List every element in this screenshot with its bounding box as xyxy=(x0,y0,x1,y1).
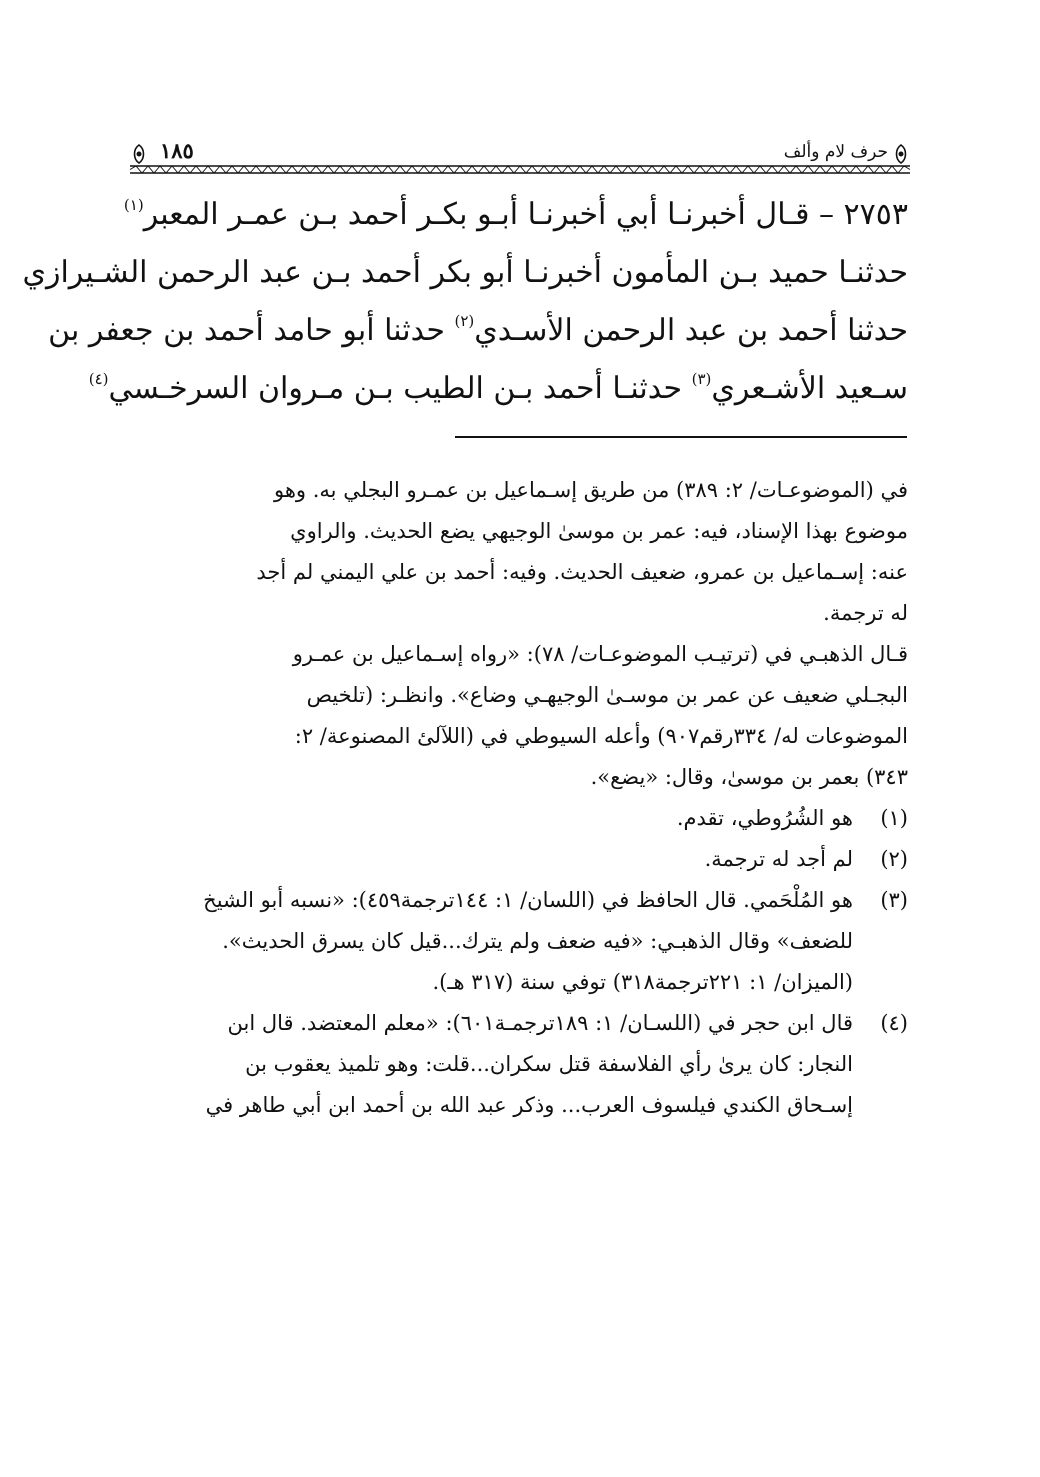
continuation-note xyxy=(128,470,908,634)
main-hadith-text xyxy=(22,186,908,418)
footnote-line: هو المُلْحَمي. قال الحافظ في (اللسان/ ١: ١٤٤ترجمة٤٥٩): «نسبه أبو الشيخ xyxy=(203,888,853,912)
footnote-ref-1: (١) xyxy=(123,196,144,214)
note-line: عنه: إسـماعيل بن عمرو، ضعيف الحديث. وفيه: أحمد بن علي اليمني لم أجد xyxy=(256,560,908,584)
header-ornament-left-icon xyxy=(130,144,148,164)
footnote-number: (٤) xyxy=(880,1011,908,1035)
main-line-4: سـعيد الأشـعري$^{(٣)}$ حدثنـا أحمد بـن الطيب بـن مـروان السرخـسي$^{(٤)}$ xyxy=(88,370,908,406)
dhahabi-note xyxy=(128,634,908,798)
chapter-title: حرف لام وألف xyxy=(783,142,888,162)
note-line: ٣٤٣) بعمر بن موسىٰ، وقال: «يضع». xyxy=(590,765,908,789)
footnote-line: إسـحاق الكندي فيلسوف العرب... وذكر عبد الله بن أحمد ابن أبي طاهر في xyxy=(205,1093,853,1117)
footnote-number: (١) xyxy=(880,806,908,830)
footnote-line: (الميزان/ ١: ٢٢١ترجمة٣١٨) توفي سنة (٣١٧ هـ). xyxy=(432,970,853,994)
main-line-1: ٢٧٥٣ – قـال أخبرنـا أبي أخبرنـا أبـو بكـر أحمد بـن عمـر المعبر$^{(١)}$ xyxy=(123,196,908,232)
footnote-ref-2: (٢) xyxy=(454,312,475,330)
footnote-number: (٢) xyxy=(880,847,908,871)
footnote-2 xyxy=(128,839,908,880)
footnote-line: النجار: كان يرىٰ رأي الفلاسفة قتل سكران...قلت: وهو تلميذ يعقوب بن xyxy=(245,1052,853,1076)
footnote-3 xyxy=(128,880,908,1003)
note-line: في (الموضوعـات/ ٢: ٣٨٩) من طريق إسـماعيل بن عمـرو البجلي به. وهو xyxy=(274,478,908,502)
footnote-ref-3: (٣) xyxy=(691,370,712,388)
note-line: قـال الذهبـي في (ترتيـب الموضوعـات/ ٧٨): «رواه إسـماعيل بن عمـرو xyxy=(292,642,908,666)
note-line: موضوع بهذا الإسناد، فيه: عمر بن موسىٰ الوجيهي يضع الحديث. والراوي xyxy=(290,519,908,543)
footnote-ref-4: (٤) xyxy=(88,370,109,388)
footnote-4 xyxy=(128,1003,908,1126)
footnote-separator xyxy=(455,436,907,438)
footnote-line: للضعف» وقال الذهبـي: «فيه ضعف ولم يترك...قيل كان يسرق الحديث». xyxy=(222,929,853,953)
footnote-line: لم أجد له ترجمة. xyxy=(704,847,853,871)
footnote-line: هو الشُرُوطي، تقدم. xyxy=(676,806,853,830)
main-line-2: حدثنـا حميد بـن المأمون أخبرنـا أبو بكر أحمد بـن عبد الرحمن الشـيرازي xyxy=(22,255,908,290)
header-ornament-right-icon xyxy=(892,144,910,164)
page-number: ١٨٥ xyxy=(160,138,194,163)
footnote-line: قال ابن حجر في (اللسـان/ ١: ١٨٩ترجمـة٦٠١): «معلم المعتضد. قال ابن xyxy=(227,1011,853,1035)
note-line: البجـلي ضعيف عن عمر بن موسـىٰ الوجيهـي وضاع». وانظـر: (تلخيص xyxy=(306,683,908,707)
footnote-number: (٣) xyxy=(880,888,908,912)
main-line-3: حدثنا أحمد بن عبد الرحمن الأسـدي$^{(٢)}$ حدثنا أبو حامد أحمد بن جعفر بن xyxy=(48,312,908,348)
note-line: له ترجمة. xyxy=(823,601,908,625)
header-decorative-rule xyxy=(130,163,910,175)
footnotes-section xyxy=(128,470,908,1126)
note-line: الموضوعات له/ ٣٣٤رقم٩٠٧) وأعله السيوطي في (اللآلئ المصنوعة/ ٢: xyxy=(294,724,908,748)
footnote-1 xyxy=(128,798,908,839)
